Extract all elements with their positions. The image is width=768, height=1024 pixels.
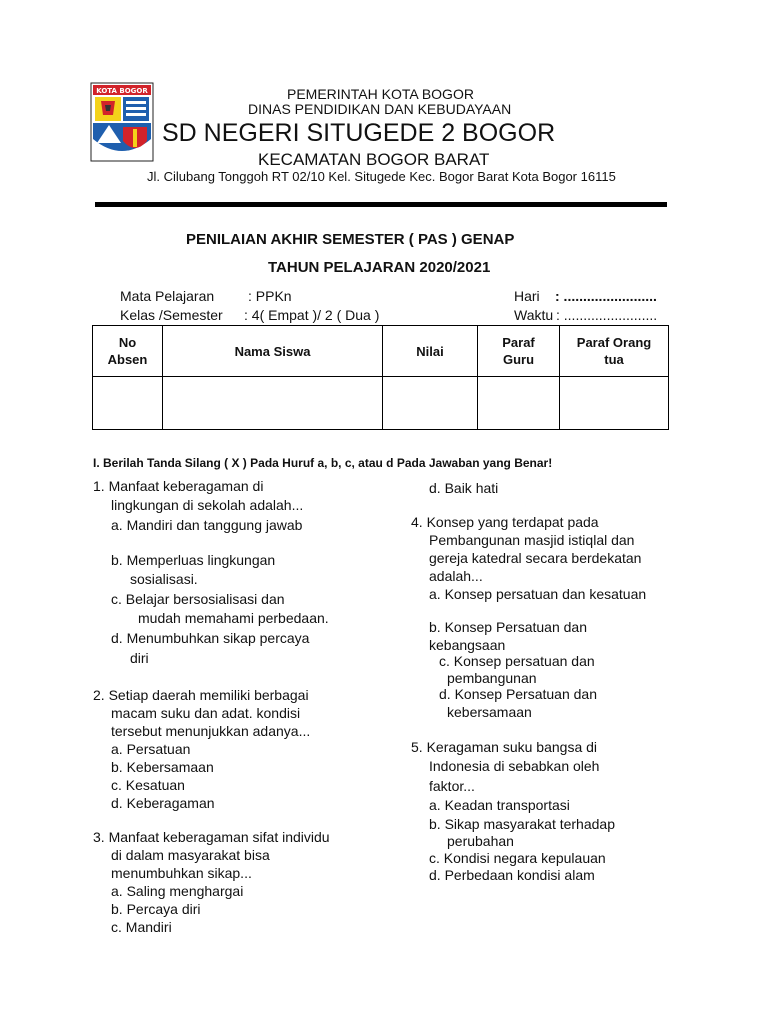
q1-option-d: d. Menumbuhkan sikap percaya — [111, 630, 310, 646]
q1-option-c-cont: mudah memahami perbedaan. — [138, 610, 329, 626]
kota-bogor-logo — [89, 81, 155, 163]
time-label: Waktu — [514, 307, 554, 323]
q5-option-a: a. Keadan transportasi — [429, 797, 570, 813]
q5-option-c: c. Kondisi negara kepulauan — [429, 850, 606, 866]
q3-option-d: d. Baik hati — [429, 480, 499, 496]
day-value: : ........................ — [555, 288, 657, 304]
school-name: SD NEGERI SITUGEDE 2 BOGOR — [162, 119, 556, 147]
q2-line2: macam suku dan adat. kondisi — [111, 705, 301, 721]
q1-line1: 1. Manfaat keberagaman di — [93, 478, 264, 494]
cell-no-absen[interactable] — [93, 377, 163, 430]
subject-label: Mata Pelajaran — [120, 288, 215, 304]
address-line: Jl. Cilubang Tonggoh RT 02/10 Kel. Situgede Kec. Bogor Barat Kota Bogor 16115 — [147, 169, 616, 184]
q5-line3: faktor... — [429, 778, 475, 794]
class-label: Kelas /Semester — [120, 307, 223, 323]
q4-line1: 4. Konsep yang terdapat pada — [411, 514, 599, 530]
q4-line3: gereja katedral secara berdekatan — [429, 550, 642, 566]
q3-line3: menumbuhkan sikap... — [111, 865, 252, 881]
q1-option-c: c. Belajar bersosialisasi dan — [111, 591, 285, 607]
exam-title: PENILAIAN AKHIR SEMESTER ( PAS ) GENAP — [186, 231, 515, 248]
q1-option-a: a. Mandiri dan tanggung jawab — [111, 517, 303, 533]
q2-option-d: d. Keberagaman — [111, 795, 215, 811]
q4-option-d-cont: kebersamaan — [447, 704, 532, 720]
q1-line2: lingkungan di sekolah adalah... — [111, 497, 304, 513]
q4-option-b-cont: kebangsaan — [429, 637, 506, 653]
subject-value: : PPKn — [248, 288, 292, 304]
department-line: DINAS PENDIDIKAN DAN KEBUDAYAAN — [248, 101, 512, 117]
q4-line2: Pembangunan masjid istiqlal dan — [429, 532, 635, 548]
district-line: KECAMATAN BOGOR BARAT — [258, 150, 490, 169]
q4-option-d: d. Konsep Persatuan dan — [439, 686, 598, 702]
q1-option-b-cont: sosialisasi. — [130, 571, 198, 587]
q5-option-d: d. Perbedaan kondisi alam — [429, 867, 595, 883]
header-nama-siswa: Nama Siswa — [163, 326, 383, 377]
q5-line1: 5. Keragaman suku bangsa di — [411, 739, 598, 755]
q2-option-a: a. Persatuan — [111, 741, 191, 757]
exam-year: TAHUN PELAJARAN 2020/2021 — [268, 259, 491, 276]
table-header-row — [93, 326, 669, 377]
q3-option-a: a. Saling menghargai — [111, 883, 244, 899]
q4-option-c: c. Konsep persatuan dan — [439, 653, 595, 669]
government-line: PEMERINTAH KOTA BOGOR — [287, 86, 474, 102]
cell-nilai[interactable] — [383, 377, 478, 430]
q4-option-a: a. Konsep persatuan dan kesatuan — [429, 586, 647, 602]
q4-line4: adalah... — [429, 568, 483, 584]
time-value: : ........................ — [556, 307, 658, 323]
student-info-table — [92, 325, 669, 430]
header-nilai: Nilai — [383, 326, 478, 377]
class-value: : 4( Empat )/ 2 ( Dua ) — [244, 307, 380, 323]
header-paraf-guru: Paraf Guru — [478, 326, 560, 377]
q1-option-d-cont: diri — [130, 650, 149, 666]
q4-option-b: b. Konsep Persatuan dan — [429, 619, 588, 635]
header-rule — [95, 202, 667, 207]
q2-option-c: c. Kesatuan — [111, 777, 185, 793]
q2-line3: tersebut menunjukkan adanya... — [111, 723, 311, 739]
q3-line2: di dalam masyarakat bisa — [111, 847, 270, 863]
instruction: I. Berilah Tanda Silang ( X ) Pada Huruf a, b, c, atau d Pada Jawaban yang Benar! — [93, 456, 553, 470]
q3-line1: 3. Manfaat keberagaman sifat individu — [93, 829, 330, 845]
q2-line1: 2. Setiap daerah memiliki berbagai — [93, 687, 309, 703]
q5-option-b-cont: perubahan — [447, 833, 514, 849]
q3-option-c: c. Mandiri — [111, 919, 172, 935]
table-row — [93, 377, 669, 430]
q2-option-b: b. Kebersamaan — [111, 759, 214, 775]
header-no-absen: No Absen — [93, 326, 163, 377]
cell-paraf-orang-tua[interactable] — [560, 377, 669, 430]
q5-line2: Indonesia di sebabkan oleh — [429, 758, 600, 774]
q1-option-b: b. Memperluas lingkungan — [111, 552, 276, 568]
day-label: Hari — [514, 288, 540, 304]
q4-option-c-cont: pembangunan — [447, 670, 537, 686]
q5-option-b: b. Sikap masyarakat terhadap — [429, 816, 615, 832]
header-paraf-orang-tua: Paraf Orang tua — [560, 326, 669, 377]
logo-label: KOTA BOGOR — [96, 87, 148, 95]
cell-paraf-guru[interactable] — [478, 377, 560, 430]
cell-nama-siswa[interactable] — [163, 377, 383, 430]
q3-option-b: b. Percaya diri — [111, 901, 201, 917]
